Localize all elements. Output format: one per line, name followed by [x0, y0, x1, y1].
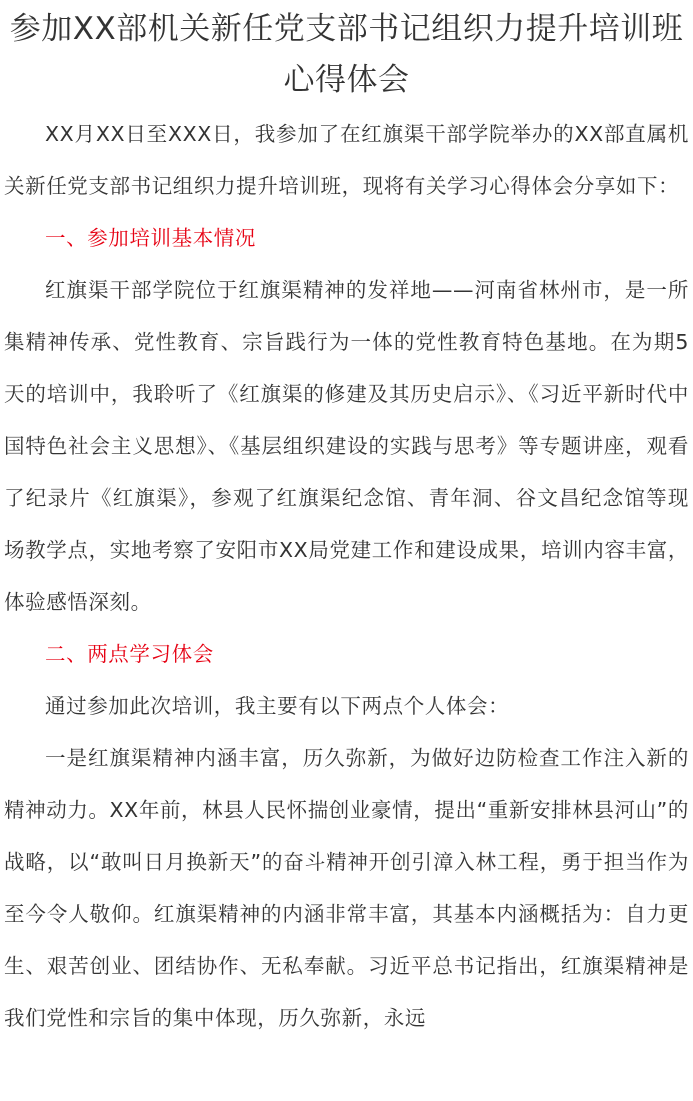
section-2-point-1-paragraph: 一是红旗渠精神内涵丰富，历久弥新，为做好边防检查工作注入新的精神动力。XX年前，林县人民怀揣创业豪情，提出“重新安排林县河山”的战略，以“敢叫日月换新天”的奋斗精神开创引漳入林工程，勇于担当作为至今令人敬仰。红旗渠精神的内涵非常丰富，其基本内涵概括为：自力更生、艰苦创业、团结协作、无私奉献。习近平总书记指出，红旗渠精神是我们党性和宗旨的集中体现，历久弥新，永远 [4, 746, 689, 1030]
document [0, 4, 693, 1044]
document-title: 参加XX部机关新任党支部书记组织力提升培训班心得体会 [9, 11, 684, 98]
section-1-paragraph: 红旗渠干部学院位于红旗渠精神的发祥地——河南省林州市，是一所集精神传承、党性教育、宗旨践行为一体的党性教育特色基地。在为期5天的培训中，我聆听了《红旗渠的修建及其历史启示》、《习近平新时代中国特色社会主义思想》、《基层组织建设的实践与思考》等专题讲座，观看了纪录片《红旗渠》，参观了红旗渠纪念馆、青年洞、谷文昌纪念馆等现场教学点，实地考察了安阳市XX局党建工作和建设成果，培训内容丰富，体验感悟深刻。 [4, 278, 689, 614]
intro-paragraph: XX月XX日至XXX日，我参加了在红旗渠干部学院举办的XX部直属机关新任党支部书记组织力提升培训班，现将有关学习心得体会分享如下： [4, 122, 689, 198]
section-heading-1: 一、参加培训基本情况 [45, 226, 256, 250]
section-heading-2: 二、两点学习体会 [45, 642, 214, 666]
section-2-intro-paragraph: 通过参加此次培训，我主要有以下两点个人体会： [45, 694, 510, 718]
